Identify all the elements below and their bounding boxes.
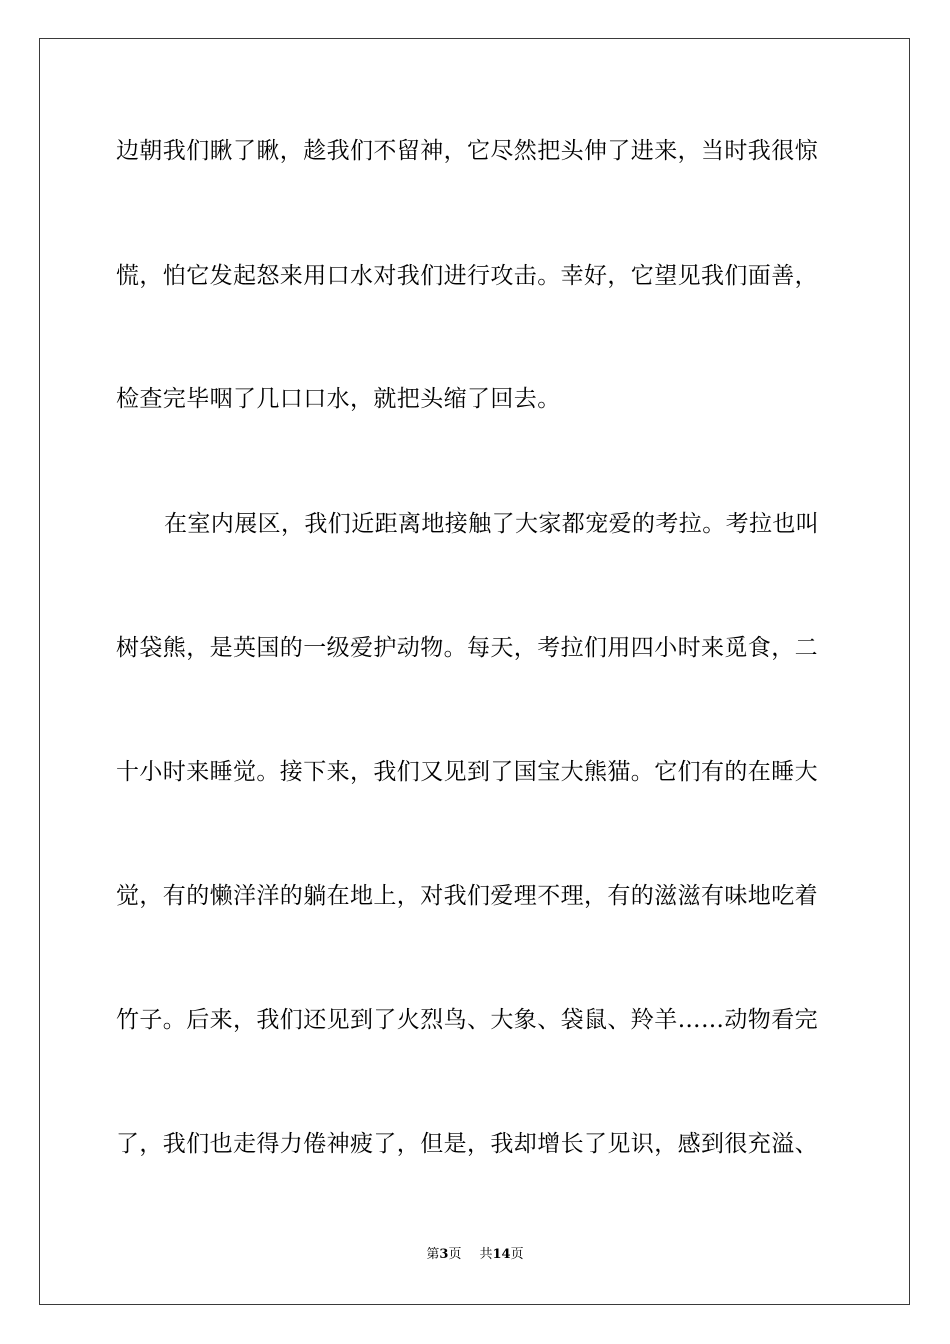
text-line-7: 觉，有的懒洋洋的躺在地上，对我们爱理不理，有的滋滋有味地吃着 [116,883,818,909]
text-line-1: 边朝我们瞅了瞅，趁我们不留神，它尽然把头伸了进来，当时我很惊 [116,138,818,164]
total-pages: 14 [492,1247,511,1262]
text-line-8: 竹子。后来，我们还见到了火烈鸟、大象、袋鼠、羚羊……动物看完 [116,1007,818,1033]
page-border [39,38,910,1305]
paragraph-start-line: 在室内展区，我们近距离地接触了大家都宠爱的考拉。考拉也叫 [164,511,820,537]
page-footer [0,1246,950,1264]
text-line-6: 十小时来睡觉。接下来，我们又见到了国宝大熊猫。它们有的在睡大 [116,759,818,785]
text-line-5: 树袋熊，是英国的一级爱护动物。每天，考拉们用四小时来觅食，二 [116,635,818,661]
page-number: 3 [439,1247,449,1262]
total-prefix: 共 [479,1247,493,1262]
text-line-3: 检查完毕咽了几口口水，就把头缩了回去。 [116,386,561,412]
page-suffix: 页 [448,1247,462,1262]
total-suffix: 页 [510,1247,524,1262]
page-prefix: 第 [426,1247,440,1262]
text-line-2: 慌，怕它发起怒来用口水对我们进行攻击。幸好，它望见我们面善， [116,263,818,289]
text-line-9: 了，我们也走得力倦神疲了，但是，我却增长了见识，感到很充溢、 [116,1131,818,1157]
